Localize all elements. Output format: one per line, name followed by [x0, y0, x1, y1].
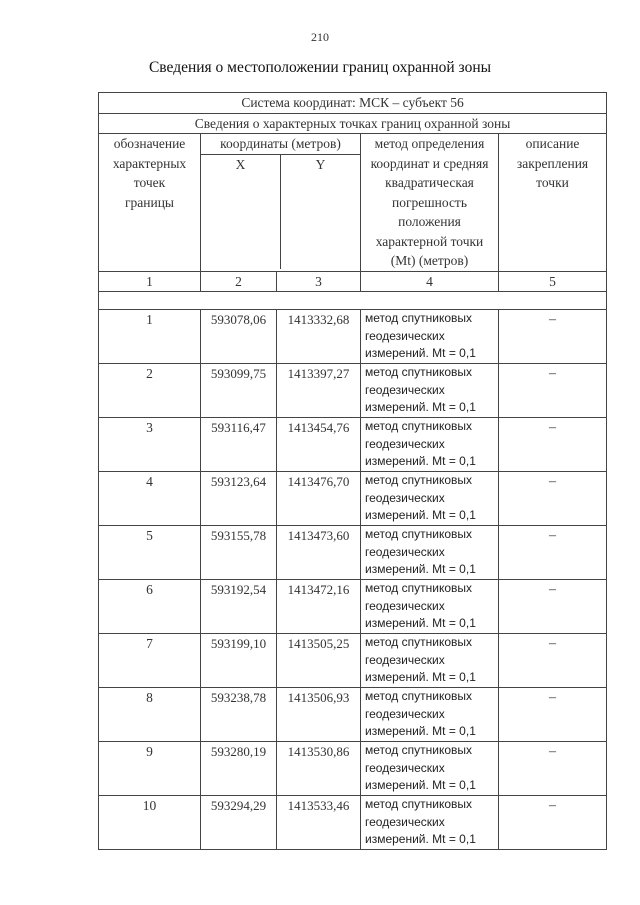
page-number: 210	[311, 30, 329, 44]
table-row	[99, 580, 607, 634]
header-description	[499, 134, 607, 272]
coord-y: 1413332,68	[277, 310, 361, 364]
method-line: геодезических	[365, 706, 445, 721]
method-line: измерений. Mt = 0,1	[365, 832, 476, 846]
method-line: измерений. Mt = 0,1	[365, 616, 476, 630]
point-number: 8	[99, 688, 201, 742]
column-number: 3	[277, 271, 361, 292]
point-number: 4	[99, 472, 201, 526]
coord-x: 593294,29	[201, 796, 277, 850]
method-line: геодезических	[365, 652, 445, 667]
table-row	[99, 796, 607, 850]
coord-x: 593192,54	[201, 580, 277, 634]
point-number: 6	[99, 580, 201, 634]
coord-x: 593099,75	[201, 364, 277, 418]
table-row	[99, 418, 607, 472]
point-description: –	[499, 418, 607, 472]
method-cell	[361, 310, 499, 364]
method-line: геодезических	[365, 544, 445, 559]
coord-x: 593238,78	[201, 688, 277, 742]
method-cell	[361, 742, 499, 796]
coord-y: 1413530,86	[277, 742, 361, 796]
method-line: метод спутниковых	[365, 581, 473, 595]
document-title: Сведения о местоположении границ охранной зоны	[148, 59, 492, 76]
point-description: –	[499, 310, 607, 364]
coord-x: 593116,47	[201, 418, 277, 472]
method-line: геодезических	[365, 598, 445, 613]
coord-y: 1413506,93	[277, 688, 361, 742]
method-line: геодезических	[365, 760, 445, 775]
method-line: измерений. Mt = 0,1	[365, 724, 476, 738]
coord-y: 1413533,46	[277, 796, 361, 850]
method-line: метод спутниковых	[365, 797, 473, 811]
table-row	[99, 526, 607, 580]
point-description: –	[499, 796, 607, 850]
header-coordinates-label: координаты (метров)	[201, 134, 360, 155]
point-number: 9	[99, 742, 201, 796]
method-line: измерений. Mt = 0,1	[365, 400, 476, 414]
point-description: –	[499, 580, 607, 634]
column-number: 4	[361, 271, 499, 292]
method-cell	[361, 418, 499, 472]
method-line: измерений. Mt = 0,1	[365, 508, 476, 522]
coord-y: 1413454,76	[277, 418, 361, 472]
coord-x: 593123,64	[201, 472, 277, 526]
method-line: метод спутниковых	[365, 419, 473, 433]
table-row	[99, 634, 607, 688]
header-line: характерных	[112, 155, 187, 171]
header-line: точки	[536, 175, 569, 190]
method-line: геодезических	[365, 328, 445, 343]
header-line: координат и средняя	[370, 155, 489, 171]
header-line: (Mt) (метров)	[390, 253, 469, 268]
coord-x: 593155,78	[201, 526, 277, 580]
method-line: метод спутниковых	[365, 743, 473, 757]
table-row	[99, 472, 607, 526]
method-line: метод спутниковых	[365, 473, 473, 487]
point-number: 1	[99, 310, 201, 364]
header-line: точек	[133, 175, 166, 190]
point-number: 7	[99, 634, 201, 688]
method-cell	[361, 796, 499, 850]
point-number: 5	[99, 526, 201, 580]
coord-y: 1413397,27	[277, 364, 361, 418]
method-line: метод спутниковых	[365, 527, 473, 541]
table-row	[99, 688, 607, 742]
coord-y: 1413505,25	[277, 634, 361, 688]
blank-cell	[99, 292, 607, 310]
header-line: метод определения	[374, 136, 485, 151]
header-line: погрешность	[391, 194, 467, 210]
method-line: геодезических	[365, 382, 445, 397]
method-line: метод спутниковых	[365, 365, 473, 379]
header-line: характерной точки	[375, 233, 484, 249]
column-number: 2	[201, 271, 277, 292]
method-line: измерений. Mt = 0,1	[365, 670, 476, 684]
coord-x: 593199,10	[201, 634, 277, 688]
header-line: закрепления	[516, 155, 589, 171]
method-line: геодезических	[365, 436, 445, 451]
point-number: 3	[99, 418, 201, 472]
method-line: измерений. Mt = 0,1	[365, 346, 476, 360]
method-line: геодезических	[365, 814, 445, 829]
method-cell	[361, 526, 499, 580]
boundary-points-table	[98, 92, 607, 850]
header-x: X	[201, 155, 281, 269]
method-cell	[361, 688, 499, 742]
table-row	[99, 742, 607, 796]
table-row	[99, 310, 607, 364]
coord-x: 593078,06	[201, 310, 277, 364]
blank-row	[99, 292, 607, 310]
method-cell	[361, 634, 499, 688]
method-cell	[361, 364, 499, 418]
header-line: квадратическая	[385, 175, 474, 190]
coord-y: 1413473,60	[277, 526, 361, 580]
column-number-row	[99, 271, 607, 292]
method-line: измерений. Mt = 0,1	[365, 454, 476, 468]
method-cell	[361, 580, 499, 634]
point-number: 2	[99, 364, 201, 418]
header-line: описание	[525, 136, 580, 151]
coord-y: 1413476,70	[277, 472, 361, 526]
header-point-designation	[99, 134, 201, 272]
table-row	[99, 364, 607, 418]
coord-y: 1413472,16	[277, 580, 361, 634]
point-description: –	[499, 364, 607, 418]
header-line: границы	[124, 194, 175, 210]
coord-x: 593280,19	[201, 742, 277, 796]
column-number: 5	[499, 271, 607, 292]
method-line: метод спутниковых	[365, 635, 473, 649]
method-cell	[361, 472, 499, 526]
point-description: –	[499, 472, 607, 526]
point-description: –	[499, 742, 607, 796]
point-description: –	[499, 634, 607, 688]
header-method	[361, 134, 499, 272]
method-line: метод спутниковых	[365, 689, 473, 703]
method-line: измерений. Mt = 0,1	[365, 562, 476, 576]
header-coordinates	[201, 134, 361, 272]
point-description: –	[499, 688, 607, 742]
table-subtitle: Сведения о характерных точках границ охранной зоны	[99, 113, 607, 134]
column-number: 1	[99, 271, 201, 292]
coordinate-system-header: Система координат: МСК – субъект 56	[99, 93, 607, 114]
header-line: положения	[398, 214, 461, 229]
point-description: –	[499, 526, 607, 580]
point-number: 10	[99, 796, 201, 850]
method-line: геодезических	[365, 490, 445, 505]
method-line: метод спутниковых	[365, 311, 473, 325]
method-line: измерений. Mt = 0,1	[365, 778, 476, 792]
header-line: обозначение	[113, 136, 186, 151]
header-y: Y	[315, 156, 326, 172]
